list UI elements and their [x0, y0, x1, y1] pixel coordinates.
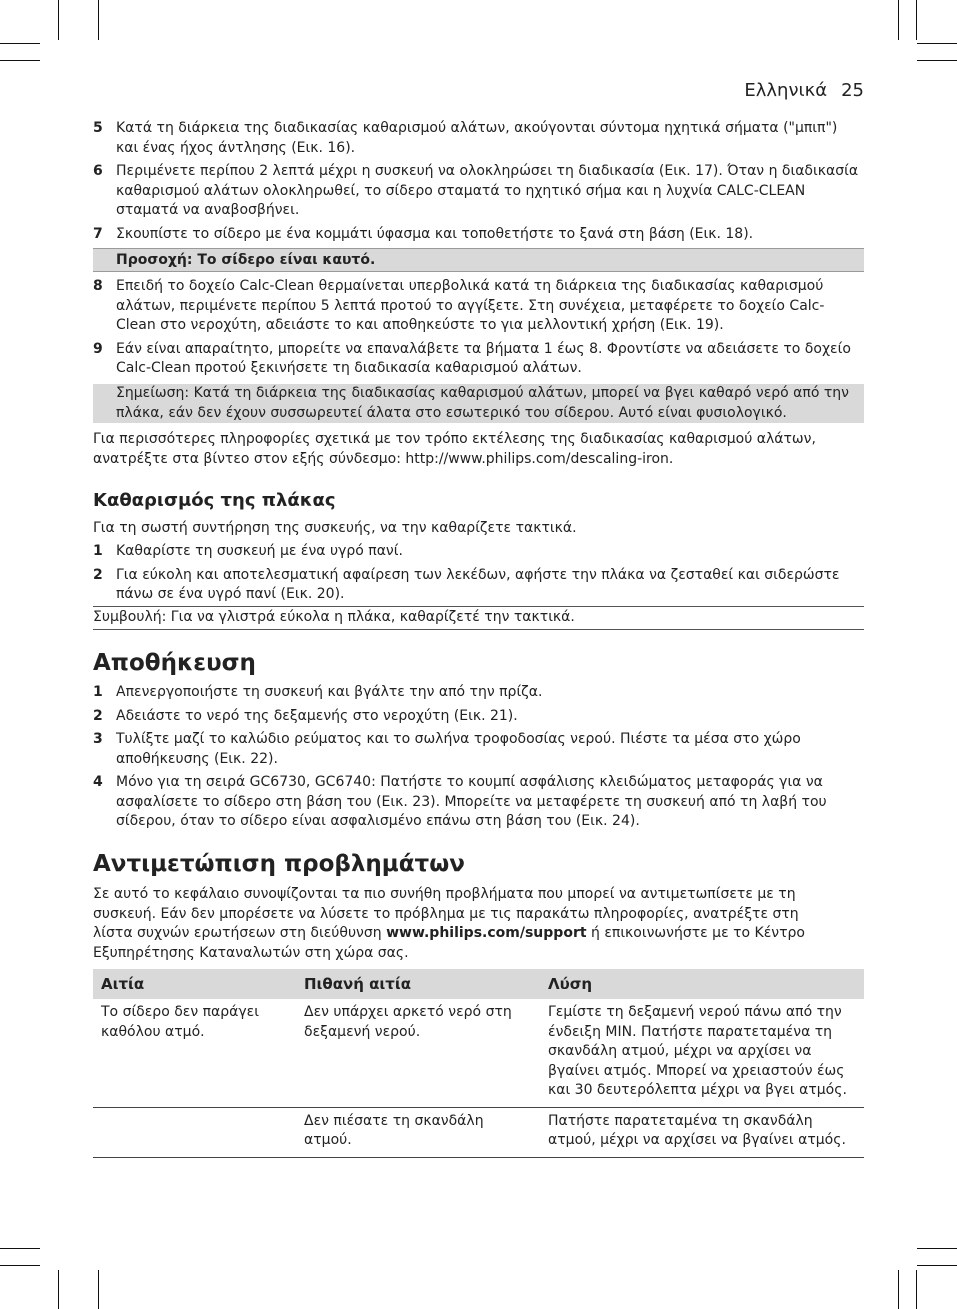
descaling-steps-b: [93, 277, 864, 379]
list-item: [93, 340, 864, 379]
list-item: [93, 119, 864, 158]
problem-cell: [93, 1107, 296, 1157]
section-heading-storage: Αποθήκευση: [93, 650, 256, 676]
step-text: Σκουπίστε το σίδερο με ένα κομμάτι ύφασμα και τοποθετήστε το ξανά στη βάση (Εικ. 18).: [116, 225, 754, 242]
section-heading-soleplate: Καθαρισμός της πλάκας: [93, 490, 336, 511]
crop-mark: [0, 60, 40, 61]
page-header: [744, 80, 864, 101]
step-number: 7: [93, 225, 103, 242]
crop-mark: [917, 1248, 957, 1249]
crop-mark: [916, 1270, 917, 1309]
crop-mark: [898, 0, 899, 40]
crop-mark: [0, 1248, 40, 1249]
intro-text: ή επικοινωνήστε με το Κέντρο Εξυπηρέτησης Καταναλωτών στη χώρα σας.: [93, 925, 805, 961]
step-text: Εάν είναι απαραίτητο, μπορείτε να επαναλάβετε τα βήματα 1 έως 8. Φροντίστε να αδειάσετε το δοχείο Calc-Clean προτού ξεκινήσετε τη διαδικασία καθαρισμού αλάτων.: [116, 340, 851, 376]
list-item: [93, 707, 864, 727]
language-label: Ελληνικά: [744, 80, 828, 101]
list-item: [93, 225, 864, 245]
list-item: [93, 730, 864, 769]
table-row: [93, 1107, 864, 1157]
storage-steps: [93, 683, 864, 832]
soleplate-steps: [93, 542, 864, 605]
cause-cell: Δεν υπάρχει αρκετό νερό στη δεξαμενή νερού.: [304, 1004, 512, 1040]
step-number: 1: [93, 684, 103, 700]
step-number: 9: [93, 340, 103, 357]
step-number: 6: [93, 163, 103, 179]
table-row: [93, 999, 864, 1107]
list-item: [93, 542, 864, 562]
step-number: 4: [93, 774, 103, 790]
step-text: Περιμένετε περίπου 2 λεπτά μέχρι η συσκευή να ολοκληρώσει τη διαδικασία (Εικ. 17). Όταν η διαδικασία καθαρισμού αλάτων ολοκληρωθεί, το σίδερο σταματά το ηχητικό σήμα και η λυχνία CALC-CLEAN σταματά να αναβοσβήνει.: [116, 163, 859, 218]
tip-box: Συμβουλή: Για να γλιστρά εύκολα η πλάκα, καθαρίζετέ την τακτικά.: [93, 606, 864, 630]
step-text: Για εύκολη και αποτελεσματική αφαίρεση των λεκέδων, αφήστε την πλάκα να ζεσταθεί και σιδερώστε πάνω σε ένα υγρό πανί (Εικ. 20).: [116, 566, 840, 602]
step-number: 5: [93, 120, 103, 136]
crop-mark: [58, 0, 59, 40]
step-text: Καθαρίστε τη συσκευή με ένα υγρό πανί.: [116, 543, 403, 559]
list-item: [93, 683, 864, 703]
column-header: Λύση: [540, 969, 864, 999]
caution-box: Προσοχή: Το σίδερο είναι καυτό.: [93, 248, 864, 272]
crop-mark: [0, 1265, 40, 1266]
step-number: 2: [93, 566, 103, 583]
crop-mark: [98, 1270, 99, 1309]
step-number: 2: [93, 707, 103, 724]
soleplate-intro: Για τη σωστή συντήρηση της συσκευής, να την καθαρίζετε τακτικά.: [93, 520, 577, 536]
step-text: Μόνο για τη σειρά GC6730, GC6740: Πατήστε το κουμπί ασφάλισης κλειδώματος μεταφοράς για να ασφαλίσετε το σίδερο στη βάση του (Εικ. 23). Μπορείτε να μεταφέρετε τη συσκευή από τη λαβή του σίδερου, όταν το σίδερο είναι ασφαλισμένο επάνω στη βάση του (Εικ. 24).: [116, 774, 827, 829]
step-number: 8: [93, 278, 103, 294]
step-number: 3: [93, 731, 103, 747]
table-header-row: [93, 969, 864, 999]
page-number: 25: [841, 80, 864, 101]
problem-cell: Το σίδερο δεν παράγει καθόλου ατμό.: [101, 1004, 259, 1040]
crop-mark: [917, 1265, 957, 1266]
column-header: Πιθανή αιτία: [296, 969, 540, 999]
cause-cell: Δεν πιέσατε τη σκανδάλη ατμού.: [304, 1112, 484, 1148]
list-item: [93, 773, 864, 832]
crop-mark: [917, 60, 957, 61]
troubleshooting-table: [93, 969, 864, 1158]
list-item: [93, 162, 864, 221]
crop-mark: [0, 43, 40, 44]
solution-cell: Πατήστε παρατεταμένα τη σκανδάλη ατμού, μέχρι να αρχίσει να βγαίνει ατμός.: [548, 1112, 846, 1148]
step-text: Απενεργοποιήστε τη συσκευή και βγάλτε την από την πρίζα.: [116, 684, 543, 700]
step-text: Τυλίξτε μαζί το καλώδιο ρεύματος και το σωλήνα τροφοδοσίας νερού. Πιέστε τα μέσα στο χώρο αποθήκευσης (Εικ. 22).: [116, 731, 801, 767]
crop-mark: [98, 0, 99, 40]
support-link[interactable]: www.philips.com/support: [386, 925, 587, 941]
more-info-paragraph: Για περισσότερες πληροφορίες σχετικά με τον τρόπο εκτέλεσης της διαδικασίας καθαρισμού αλάτων, ανατρέξτε στα βίντεο στον εξής σύνδεσμο: http://www.philips.com/descaling-iron.: [93, 431, 816, 467]
step-text: Κατά τη διάρκεια της διαδικασίας καθαρισμού αλάτων, ακούγονται σύντομα ηχητικά σήματα ("μπιπ") και ένας ήχος άντλησης (Εικ. 16).: [116, 120, 838, 156]
note-box: Σημείωση: Κατά τη διάρκεια της διαδικασίας καθαρισμού αλάτων, μπορεί να βγει καθαρό νερό από την πλάκα, εάν δεν έχουν συσσωρευτεί άλατα στο εσωτερικό του σίδερου. Αυτό είναι φυσιολογικό.: [93, 384, 864, 423]
crop-mark: [58, 1270, 59, 1309]
crop-mark: [916, 0, 917, 40]
step-text: Επειδή το δοχείο Calc-Clean θερμαίνεται υπερβολικά κατά τη διάρκεια της διαδικασίας καθαρισμού αλάτων, περιμένετε περίπου 5 λεπτά προτού το αγγίξετε. Στη συνέχεια, μεταφέρετε το δοχείο Calc-Clean στο νεροχύτη, αδειάστε το και αποθηκεύστε το για μελλοντική χρήση (Εικ. 19).: [116, 278, 825, 333]
crop-mark: [917, 43, 957, 44]
troubleshooting-intro: [93, 885, 813, 963]
section-heading-troubleshooting: Αντιμετώπιση προβλημάτων: [93, 851, 465, 877]
step-number: 1: [93, 543, 103, 559]
intro-text: Σε αυτό το κεφάλαιο συνοψίζονται τα πιο συνήθη προβλήματα που μπορεί να αντιμετωπίσετε με τη συσκευή. Εάν δεν μπορέσετε να λύσετε το πρόβλημα με τις παρακάτω πληροφορίες, ανατρέξτε στη λίστα συχνών ερωτήσεων στη διεύθυνση: [93, 886, 799, 941]
solution-cell: Γεμίστε τη δεξαμενή νερού πάνω από την ένδειξη MIN. Πατήστε παρατεταμένα τη σκανδάλη ατμού, μέχρι να αρχίσει να βγαίνει ατμός. Μπορεί να χρειαστούν έως και 30 δευτερόλεπτα μέχρι να βγει ατμός.: [548, 1004, 847, 1098]
column-header: Αιτία: [93, 969, 296, 999]
step-text: Αδειάστε το νερό της δεξαμενής στο νεροχύτη (Εικ. 21).: [116, 707, 518, 724]
descaling-steps-a: [93, 119, 864, 244]
list-item: [93, 566, 864, 605]
crop-mark: [898, 1270, 899, 1309]
list-item: [93, 277, 864, 336]
